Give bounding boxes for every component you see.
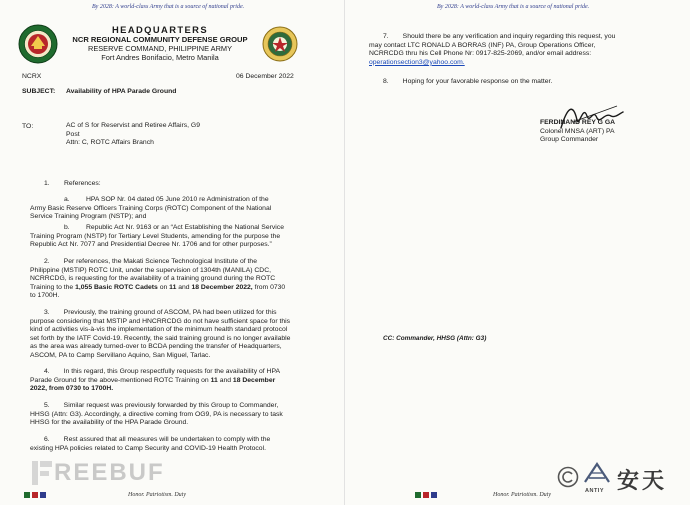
para-7-line-2: may contact LTC RONALD A BORRAS (INF) PA, Group Operations Officer, bbox=[369, 41, 596, 49]
header-motto: By 2028: A world-class Army that is a source of national pride. bbox=[92, 4, 245, 10]
freebuf-watermark-text: REEBUF bbox=[54, 459, 165, 486]
para-7-line-3: NCRRCDG thru his Cell Phone Nr: 0917-825-2069, and/or email address: bbox=[369, 50, 592, 58]
para-5 bbox=[30, 402, 330, 428]
para-2-from: from 0730 bbox=[254, 283, 286, 291]
letterhead bbox=[60, 24, 260, 62]
para-6 bbox=[30, 436, 330, 453]
footer-logos-icon bbox=[24, 490, 46, 500]
signatory-rank: Colonel MNSA (ART) PA bbox=[540, 127, 615, 135]
letterhead-line2: RESERVE COMMAND, PHILIPPINE ARMY bbox=[87, 44, 232, 53]
letterhead-line3: Fort Andres Bonifacio, Metro Manila bbox=[101, 53, 219, 62]
para-3-line-6: ASCOM, PA to Camp Servillano Aquino, San Miguel, Tarlac. bbox=[30, 351, 211, 359]
para-4 bbox=[30, 368, 330, 394]
para-4-date-18: 18 December bbox=[232, 376, 276, 384]
ref-a-line-2: Army Basic Reserve Officers Training Corps (ROTC) Component of the National bbox=[30, 204, 272, 212]
para-6-line-2: existing HPA policies related to Camp Security and COVID-19 Health Protocol. bbox=[30, 444, 266, 452]
footer-motto-page-2: Honor. Patriotism. Duty bbox=[493, 492, 552, 498]
signatory-block bbox=[540, 119, 615, 145]
ref-b-line-3: Republic Act Nr. 7077 and Presidential Decree Nr. 1706 and for other purposes.” bbox=[30, 241, 272, 249]
subject-text: Availability of HPA Parade Ground bbox=[66, 88, 177, 95]
para-3-line-3: kind of activities vis-à-vis the implementation of the minimum health standard protocol bbox=[30, 326, 288, 334]
para-2-line-5: to 1700H. bbox=[30, 292, 60, 300]
para-8 bbox=[369, 78, 677, 87]
para-3-line-4: set forth by the IATF Covid-19. Recently, the said training ground is no longer available bbox=[30, 334, 291, 342]
ref-b-text bbox=[30, 224, 330, 250]
ref-a-line-1: HPA SOP Nr. 04 dated 05 June 2010 re Administration of the bbox=[86, 196, 269, 203]
freebuf-watermark bbox=[30, 455, 200, 491]
para-3 bbox=[30, 309, 330, 361]
para-4-and: and bbox=[219, 376, 232, 384]
para-3-line-2: purpose considering that MSTIP and HNCRRCDG do not have sufficient space for this bbox=[30, 317, 291, 325]
para-4-time: from 0730 to 1700H. bbox=[48, 385, 114, 393]
para-5-line-1: Similar request was previously forwarded by this Group to Commander, bbox=[63, 402, 279, 409]
ref-b-line-2: Training Program (NSTP) for Tertiary Level Students, amending for the purpose the bbox=[30, 232, 281, 240]
header-motto-page-2: By 2028: A world-class Army that is a source of national pride. bbox=[437, 4, 590, 10]
to-label: TO: bbox=[22, 123, 34, 130]
para-2-line-4: Training to the bbox=[30, 283, 74, 291]
antiy-watermark bbox=[557, 460, 687, 502]
para-4-line-1: In this regard, this Group respectfully requests for the availability of HPA bbox=[63, 368, 281, 375]
ref-a-label: a. bbox=[64, 196, 70, 203]
signatory-name: FERDINAND REY G GA bbox=[540, 119, 616, 126]
ref-a-line-3: Service Training Program (NSTP); and bbox=[30, 213, 147, 221]
para-3-line-5: as the area was already turned-over to BCDA pending the transfer of Headquarters, bbox=[30, 343, 282, 351]
para-5-line-2: HHSG (Attn: G3). Accordingly, a directive coming from OG9, PA is necessary to task bbox=[30, 410, 283, 418]
letter-page-2 bbox=[345, 0, 690, 505]
para-1-number: 1. bbox=[44, 180, 50, 187]
rescom-seal-icon bbox=[262, 26, 298, 62]
para-3-number: 3. bbox=[44, 309, 50, 316]
para-8-line-1: Hoping for your favorable response on the matter. bbox=[402, 78, 553, 85]
para-6-number: 6. bbox=[44, 436, 50, 443]
para-2 bbox=[30, 258, 330, 301]
subject-label: SUBJECT: bbox=[22, 88, 56, 95]
para-6-line-1: Rest assured that all measures will be undertaken to comply with the bbox=[63, 436, 271, 443]
antiy-logo-text: ANTIY bbox=[585, 488, 604, 494]
letterhead-line1: NCR REGIONAL COMMUNITY DEFENSE GROUP bbox=[72, 35, 248, 44]
para-7-line-1: Should there be any verification and inquiry regarding this request, you bbox=[402, 33, 616, 40]
para-2-on: on bbox=[159, 283, 168, 291]
para-2-line-1: Per references, the Makati Science Technological Institute of the bbox=[63, 258, 257, 265]
email-link[interactable]: operationsection3@yahoo.com. bbox=[369, 58, 465, 66]
para-4-year: 2022, bbox=[30, 385, 48, 393]
to-block bbox=[66, 122, 200, 148]
para-5-number: 5. bbox=[44, 402, 50, 409]
army-seal-icon bbox=[18, 24, 58, 64]
signatory-title: Group Commander bbox=[540, 136, 599, 144]
to-line-2: Post bbox=[66, 130, 80, 138]
cc-line: CC: Commander, HHSG (Attn: G3) bbox=[383, 335, 487, 342]
para-5-line-3: HHSG for the availability of the HPA Parade Ground. bbox=[30, 419, 189, 427]
para-7 bbox=[369, 33, 677, 67]
letter-date: 06 December 2022 bbox=[236, 73, 294, 80]
freebuf-logo-icon bbox=[30, 459, 54, 487]
para-7-number: 7. bbox=[383, 33, 389, 40]
para-1-text: References: bbox=[64, 180, 101, 187]
para-2-number: 2. bbox=[44, 258, 50, 265]
antiy-chinese-text: 安天 bbox=[617, 469, 668, 494]
letterhead-org: HEADQUARTERS bbox=[112, 24, 208, 35]
to-line-3: Attn: C, ROTC Affairs Branch bbox=[66, 139, 154, 147]
to-line-1: AC of S for Reservist and Retiree Affairs, G9 bbox=[66, 122, 200, 129]
ref-b-line-1: Republic Act Nr. 9163 or an “Act Establishing the National Service bbox=[86, 224, 284, 231]
para-2-line-2: Philippine (MSTIP) ROTC Unit, under the supervision of 1304th (MANILA) CDC, bbox=[30, 266, 272, 274]
para-2-and: and bbox=[178, 283, 190, 291]
footer-logos-icon-page-2 bbox=[415, 490, 437, 500]
para-4-line-2: Parade Ground for the above-mentioned ROTC Training on bbox=[30, 376, 209, 384]
para-8-number: 8. bbox=[383, 78, 389, 85]
ref-b-label: b. bbox=[64, 224, 70, 231]
ref-a-text bbox=[30, 196, 330, 222]
para-3-line-1: Previously, the training ground of ASCOM, PA had been utilized for this bbox=[63, 309, 277, 316]
para-2-date-18: 18 December 2022, bbox=[191, 283, 253, 291]
reference-code: NCRX bbox=[22, 73, 42, 80]
para-2-day-11: 11 bbox=[169, 283, 177, 291]
footer-motto: Honor. Patriotism. Duty bbox=[128, 492, 187, 498]
para-4-day-11: 11 bbox=[210, 376, 218, 384]
para-2-line-3: NCRRCDG, is requesting for the availability of a training ground during the ROTC bbox=[30, 275, 276, 283]
copyright-icon bbox=[557, 466, 579, 488]
para-4-number: 4. bbox=[44, 368, 50, 375]
antiy-logo-icon bbox=[583, 462, 611, 488]
para-2-cadets: 1,055 Basic ROTC Cadets bbox=[75, 283, 158, 291]
